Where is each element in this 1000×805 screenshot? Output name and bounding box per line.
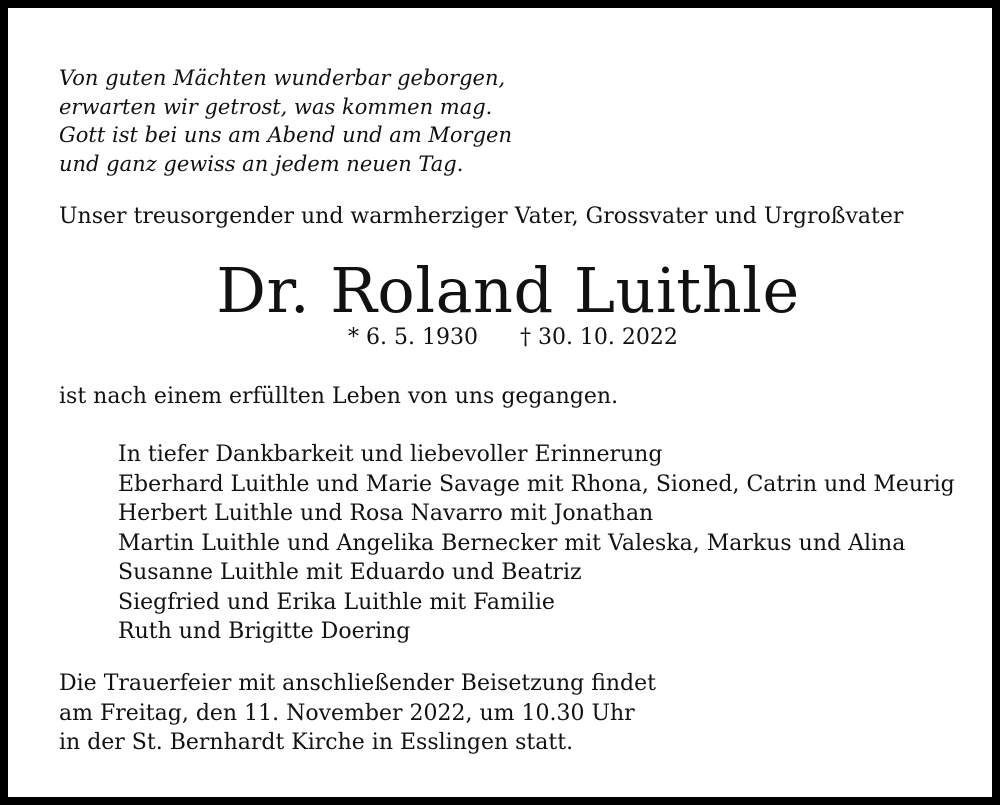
mourner-line: Ruth und Brigitte Doering xyxy=(118,619,411,644)
death-date: † 30. 10. 2022 xyxy=(519,325,678,350)
poem-line: erwarten wir getrost, was kommen mag. xyxy=(59,94,493,119)
funeral-line: am Freitag, den 11. November 2022, um 10.30 Uhr xyxy=(59,700,635,726)
mourner-line: Martin Luithle und Angelika Bernecker mit Valeska, Markus und Alina xyxy=(118,530,906,556)
passed-away-text: ist nach einem erfüllten Leben von uns gegangen. xyxy=(59,384,619,409)
intro-text: Unser treusorgender und warmherziger Vater, Grossvater und Urgroßvater xyxy=(59,204,904,229)
funeral-line: in der St. Bernhardt Kirche in Esslingen statt. xyxy=(59,730,574,755)
mourner-line: Eberhard Luithle und Marie Savage mit Rhona, Sioned, Catrin und Meurig xyxy=(118,471,955,497)
mourners-list xyxy=(118,440,955,647)
deceased-name: Dr. Roland Luithle xyxy=(216,254,800,327)
mourner-line: In tiefer Dankbarkeit und liebevoller Erinnerung xyxy=(118,442,663,467)
mourner-line: Susanne Luithle mit Eduardo und Beatriz xyxy=(118,560,582,585)
poem-line: und ganz gewiss an jedem neuen Tag. xyxy=(59,151,464,176)
funeral-info xyxy=(59,669,656,758)
mourner-line: Siegfried und Erika Luithle mit Familie xyxy=(118,589,555,615)
poem-line: Gott ist bei uns am Abend und am Morgen xyxy=(59,123,512,147)
life-dates xyxy=(348,325,678,350)
poem-verse xyxy=(59,64,512,178)
funeral-line: Die Trauerfeier mit anschließender Beisetzung findet xyxy=(59,671,656,696)
poem-line: Von guten Mächten wunderbar geborgen, xyxy=(59,66,506,90)
birth-date: * 6. 5. 1930 xyxy=(348,325,478,350)
mourner-line: Herbert Luithle und Rosa Navarro mit Jonathan xyxy=(118,501,654,526)
